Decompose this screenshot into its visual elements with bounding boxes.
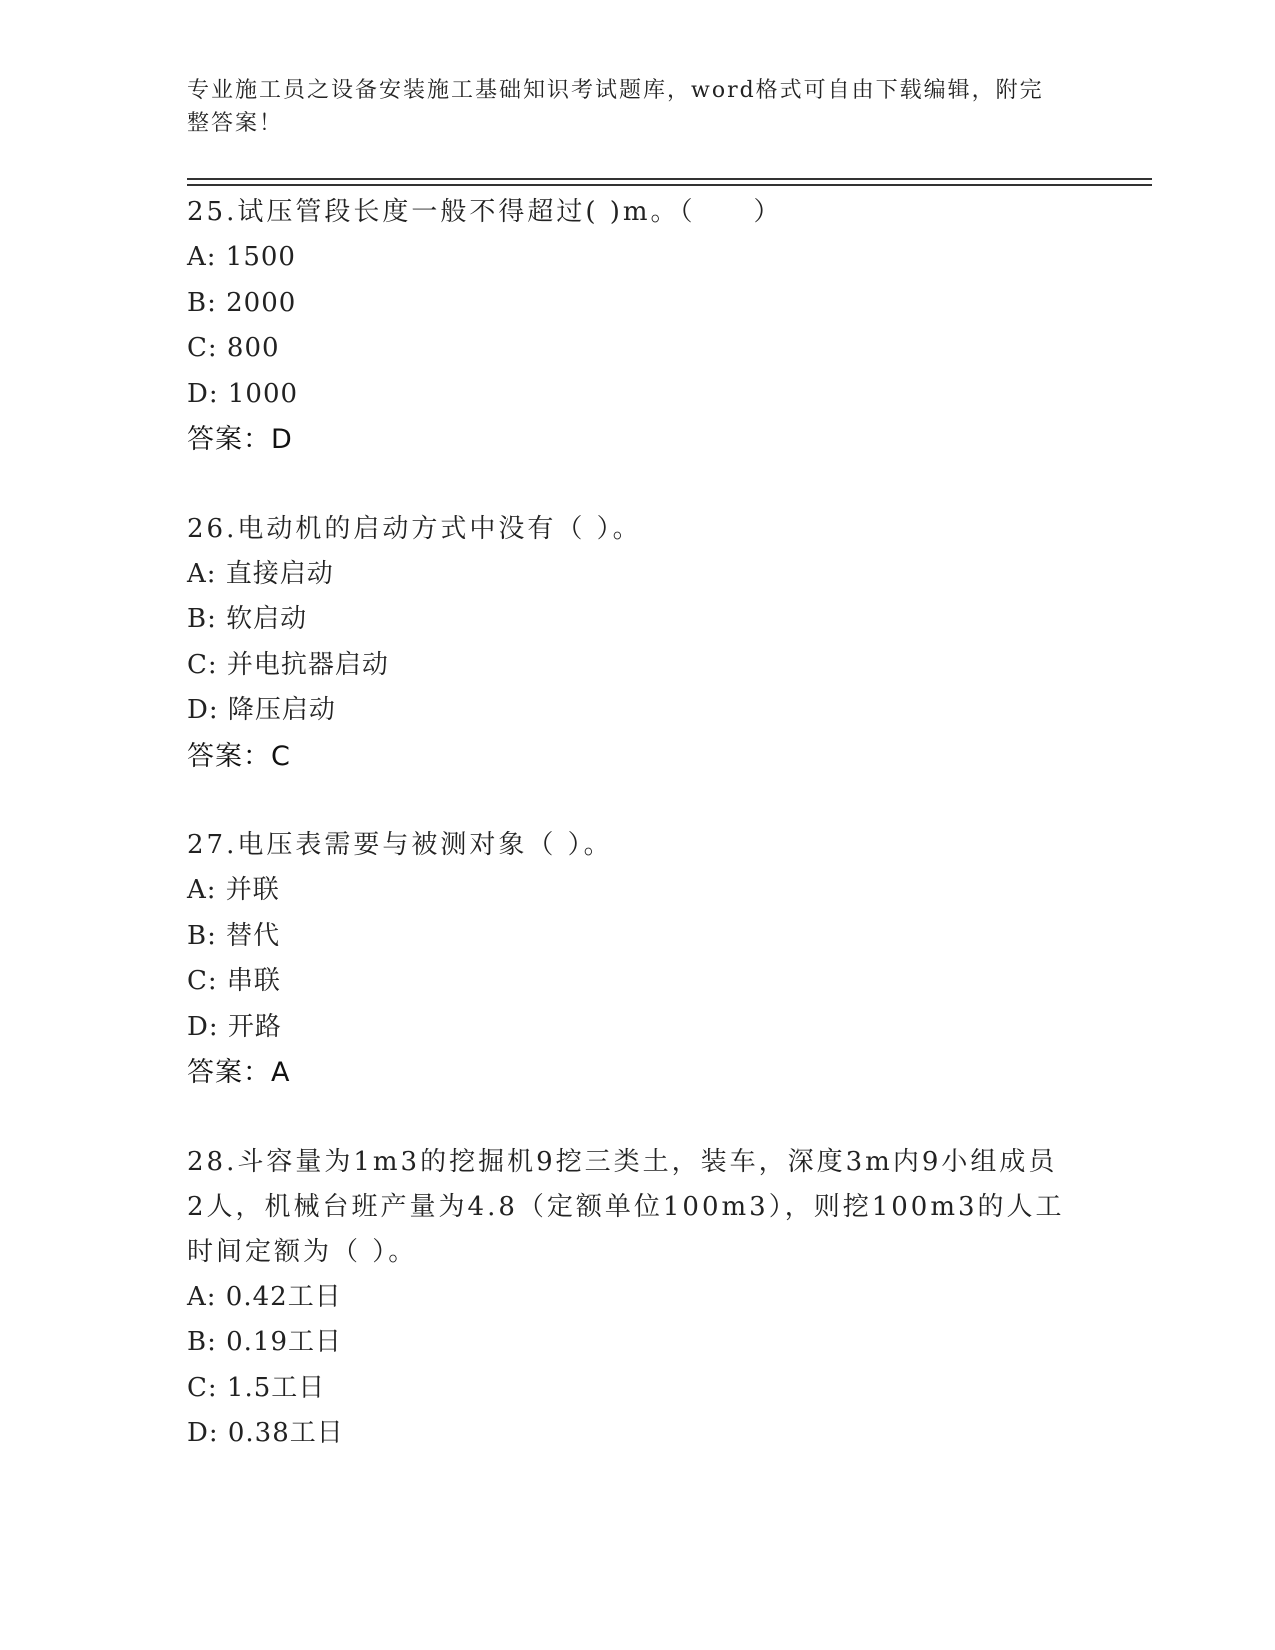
- spacer: [187, 1096, 1067, 1140]
- question-stem: 27.电压表需要与被测对象（ ）。: [187, 830, 613, 860]
- option-a: A: 0.42工日: [187, 1281, 342, 1312]
- document-header: 专业施工员之设备安装施工基础知识考试题库，word格式可自由下载编辑，附完整答案！: [187, 78, 1044, 136]
- question-28: [187, 1140, 1067, 1457]
- header-divider-top: [187, 178, 1152, 180]
- option-c: C: 串联: [187, 966, 281, 996]
- option-b: B: 2000: [187, 287, 297, 318]
- option-a: A: 1500: [187, 242, 296, 272]
- question-stem: 26.电动机的启动方式中没有（ ）。: [187, 513, 642, 544]
- answer-label: 答案：D: [187, 424, 293, 455]
- header-divider-bottom: [187, 184, 1152, 186]
- option-b: B: 软启动: [187, 604, 308, 634]
- option-a: A: 并联: [187, 875, 280, 905]
- question-stem: 25.试压管段长度一般不得超过( )m。（ ）: [187, 197, 783, 227]
- spacer: [187, 779, 1067, 823]
- option-b: B: 替代: [187, 920, 281, 951]
- option-d: D: 开路: [187, 1011, 282, 1042]
- answer-label: 答案：C: [187, 740, 291, 772]
- option-d: D: 降压启动: [187, 695, 336, 725]
- option-b: B: 0.19工日: [187, 1327, 343, 1357]
- question-list: [187, 190, 1067, 1457]
- option-c: C: 800: [187, 333, 280, 363]
- option-a: A: 直接启动: [187, 558, 334, 589]
- spacer: [187, 463, 1067, 507]
- question-27: [187, 823, 1067, 1096]
- option-c: C: 1.5工日: [187, 1372, 326, 1403]
- answer-label: 答案：A: [187, 1057, 291, 1088]
- question-25: [187, 190, 1067, 463]
- option-d: D: 1000: [187, 378, 299, 409]
- option-c: C: 并电抗器启动: [187, 649, 389, 680]
- question-stem: 28.斗容量为1m3的挖掘机9挖三类土，装车，深度3m内9小组成员2人，机械台班产量为4.8（定额单位100m3），则挖100m3的人工时间定额为（ ）。: [187, 1146, 1065, 1267]
- question-26: [187, 507, 1067, 780]
- option-d: D: 0.38工日: [187, 1418, 344, 1448]
